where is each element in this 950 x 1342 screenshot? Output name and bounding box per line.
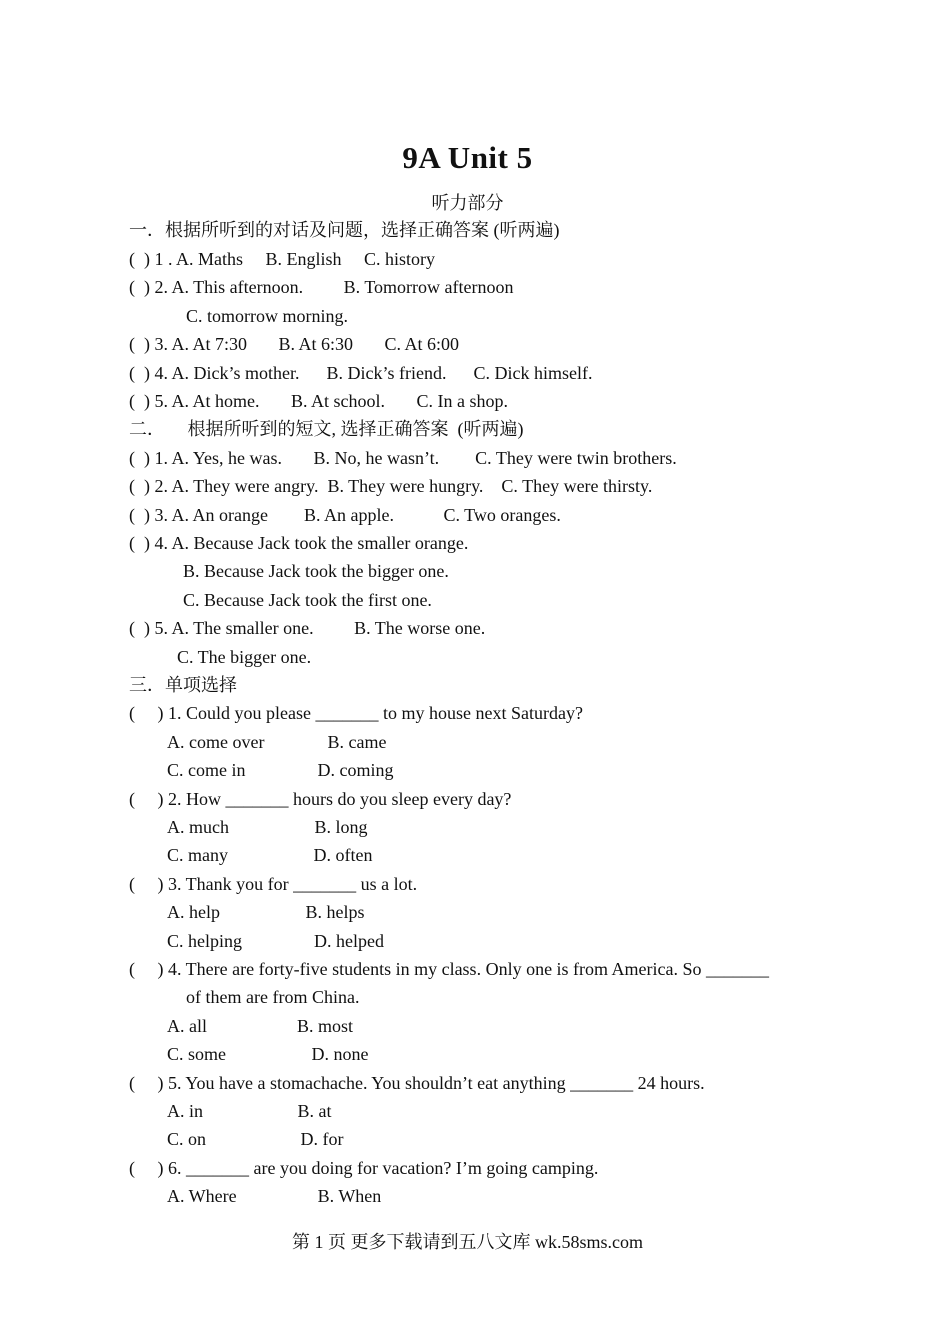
question-line: ( ) 3. Thank you for _______ us a lot. bbox=[129, 874, 418, 894]
question-line: ( ) 4. A. Because Jack took the smaller orange. bbox=[129, 533, 469, 553]
option-line: C. on D. for bbox=[167, 1129, 344, 1149]
question-line: ( ) 5. A. The smaller one. B. The worse one. bbox=[129, 618, 486, 638]
question-line: ( ) 3. A. At 7:30 B. At 6:30 C. At 6:00 bbox=[129, 334, 460, 354]
question-line: ( ) 1. Could you please _______ to my house next Saturday? bbox=[129, 703, 583, 723]
section-3-heading: 三．单项选择 bbox=[129, 675, 237, 695]
option-line: B. Because Jack took the bigger one. bbox=[183, 561, 449, 581]
question-line: ( ) 6. _______ are you doing for vacation? I’m going camping. bbox=[129, 1158, 599, 1178]
option-line: C. helping D. helped bbox=[167, 931, 384, 951]
question-line: ( ) 5. You have a stomachache. You shouldn’t eat anything _______ 24 hours. bbox=[129, 1073, 705, 1093]
option-line: C. Because Jack took the first one. bbox=[183, 590, 432, 610]
option-line: C. come in D. coming bbox=[167, 760, 394, 780]
question-line: ( ) 4. There are forty-five students in my class. Only one is from America. So _______ bbox=[129, 959, 770, 979]
page-title: 9A Unit 5 bbox=[402, 140, 533, 175]
question-line: ( ) 3. A. An orange B. An apple. C. Two oranges. bbox=[129, 505, 561, 525]
question-line: ( ) 2. A. This afternoon. B. Tomorrow afternoon bbox=[129, 277, 514, 297]
option-line: A. much B. long bbox=[167, 817, 368, 837]
question-line: ( ) 2. How _______ hours do you sleep every day? bbox=[129, 789, 512, 809]
option-line: A. in B. at bbox=[167, 1101, 332, 1121]
option-line: A. come over B. came bbox=[167, 732, 387, 752]
question-line: ( ) 2. A. They were angry. B. They were hungry. C. They were thirsty. bbox=[129, 476, 653, 496]
question-line: ( ) 5. A. At home. B. At school. C. In a shop. bbox=[129, 391, 508, 411]
section-1-heading: 一．根据所听到的对话及问题，选择正确答案 (听两遍) bbox=[129, 220, 560, 240]
option-line: C. some D. none bbox=[167, 1044, 369, 1064]
question-line: ( ) 1 . A. Maths B. English C. history bbox=[129, 249, 436, 269]
question-continuation: of them are from China. bbox=[186, 987, 360, 1007]
section-2-heading: 二． 根据所听到的短文, 选择正确答案 (听两遍) bbox=[129, 419, 524, 439]
option-line: A. all B. most bbox=[167, 1016, 354, 1036]
option-line: C. tomorrow morning. bbox=[186, 306, 348, 326]
option-line: A. help B. helps bbox=[167, 902, 365, 922]
section-subtitle: 听力部分 bbox=[431, 193, 504, 213]
option-line: C. many D. often bbox=[167, 845, 373, 865]
question-line: ( ) 1. A. Yes, he was. B. No, he wasn’t. C. They were twin brothers. bbox=[129, 448, 677, 468]
option-line: C. The bigger one. bbox=[177, 647, 312, 667]
page-footer: 第 1 页 更多下载请到五八文库 wk.58sms.com bbox=[292, 1232, 643, 1252]
option-line: A. Where B. When bbox=[167, 1186, 382, 1206]
question-line: ( ) 4. A. Dick’s mother. B. Dick’s friend. C. Dick himself. bbox=[129, 363, 593, 383]
